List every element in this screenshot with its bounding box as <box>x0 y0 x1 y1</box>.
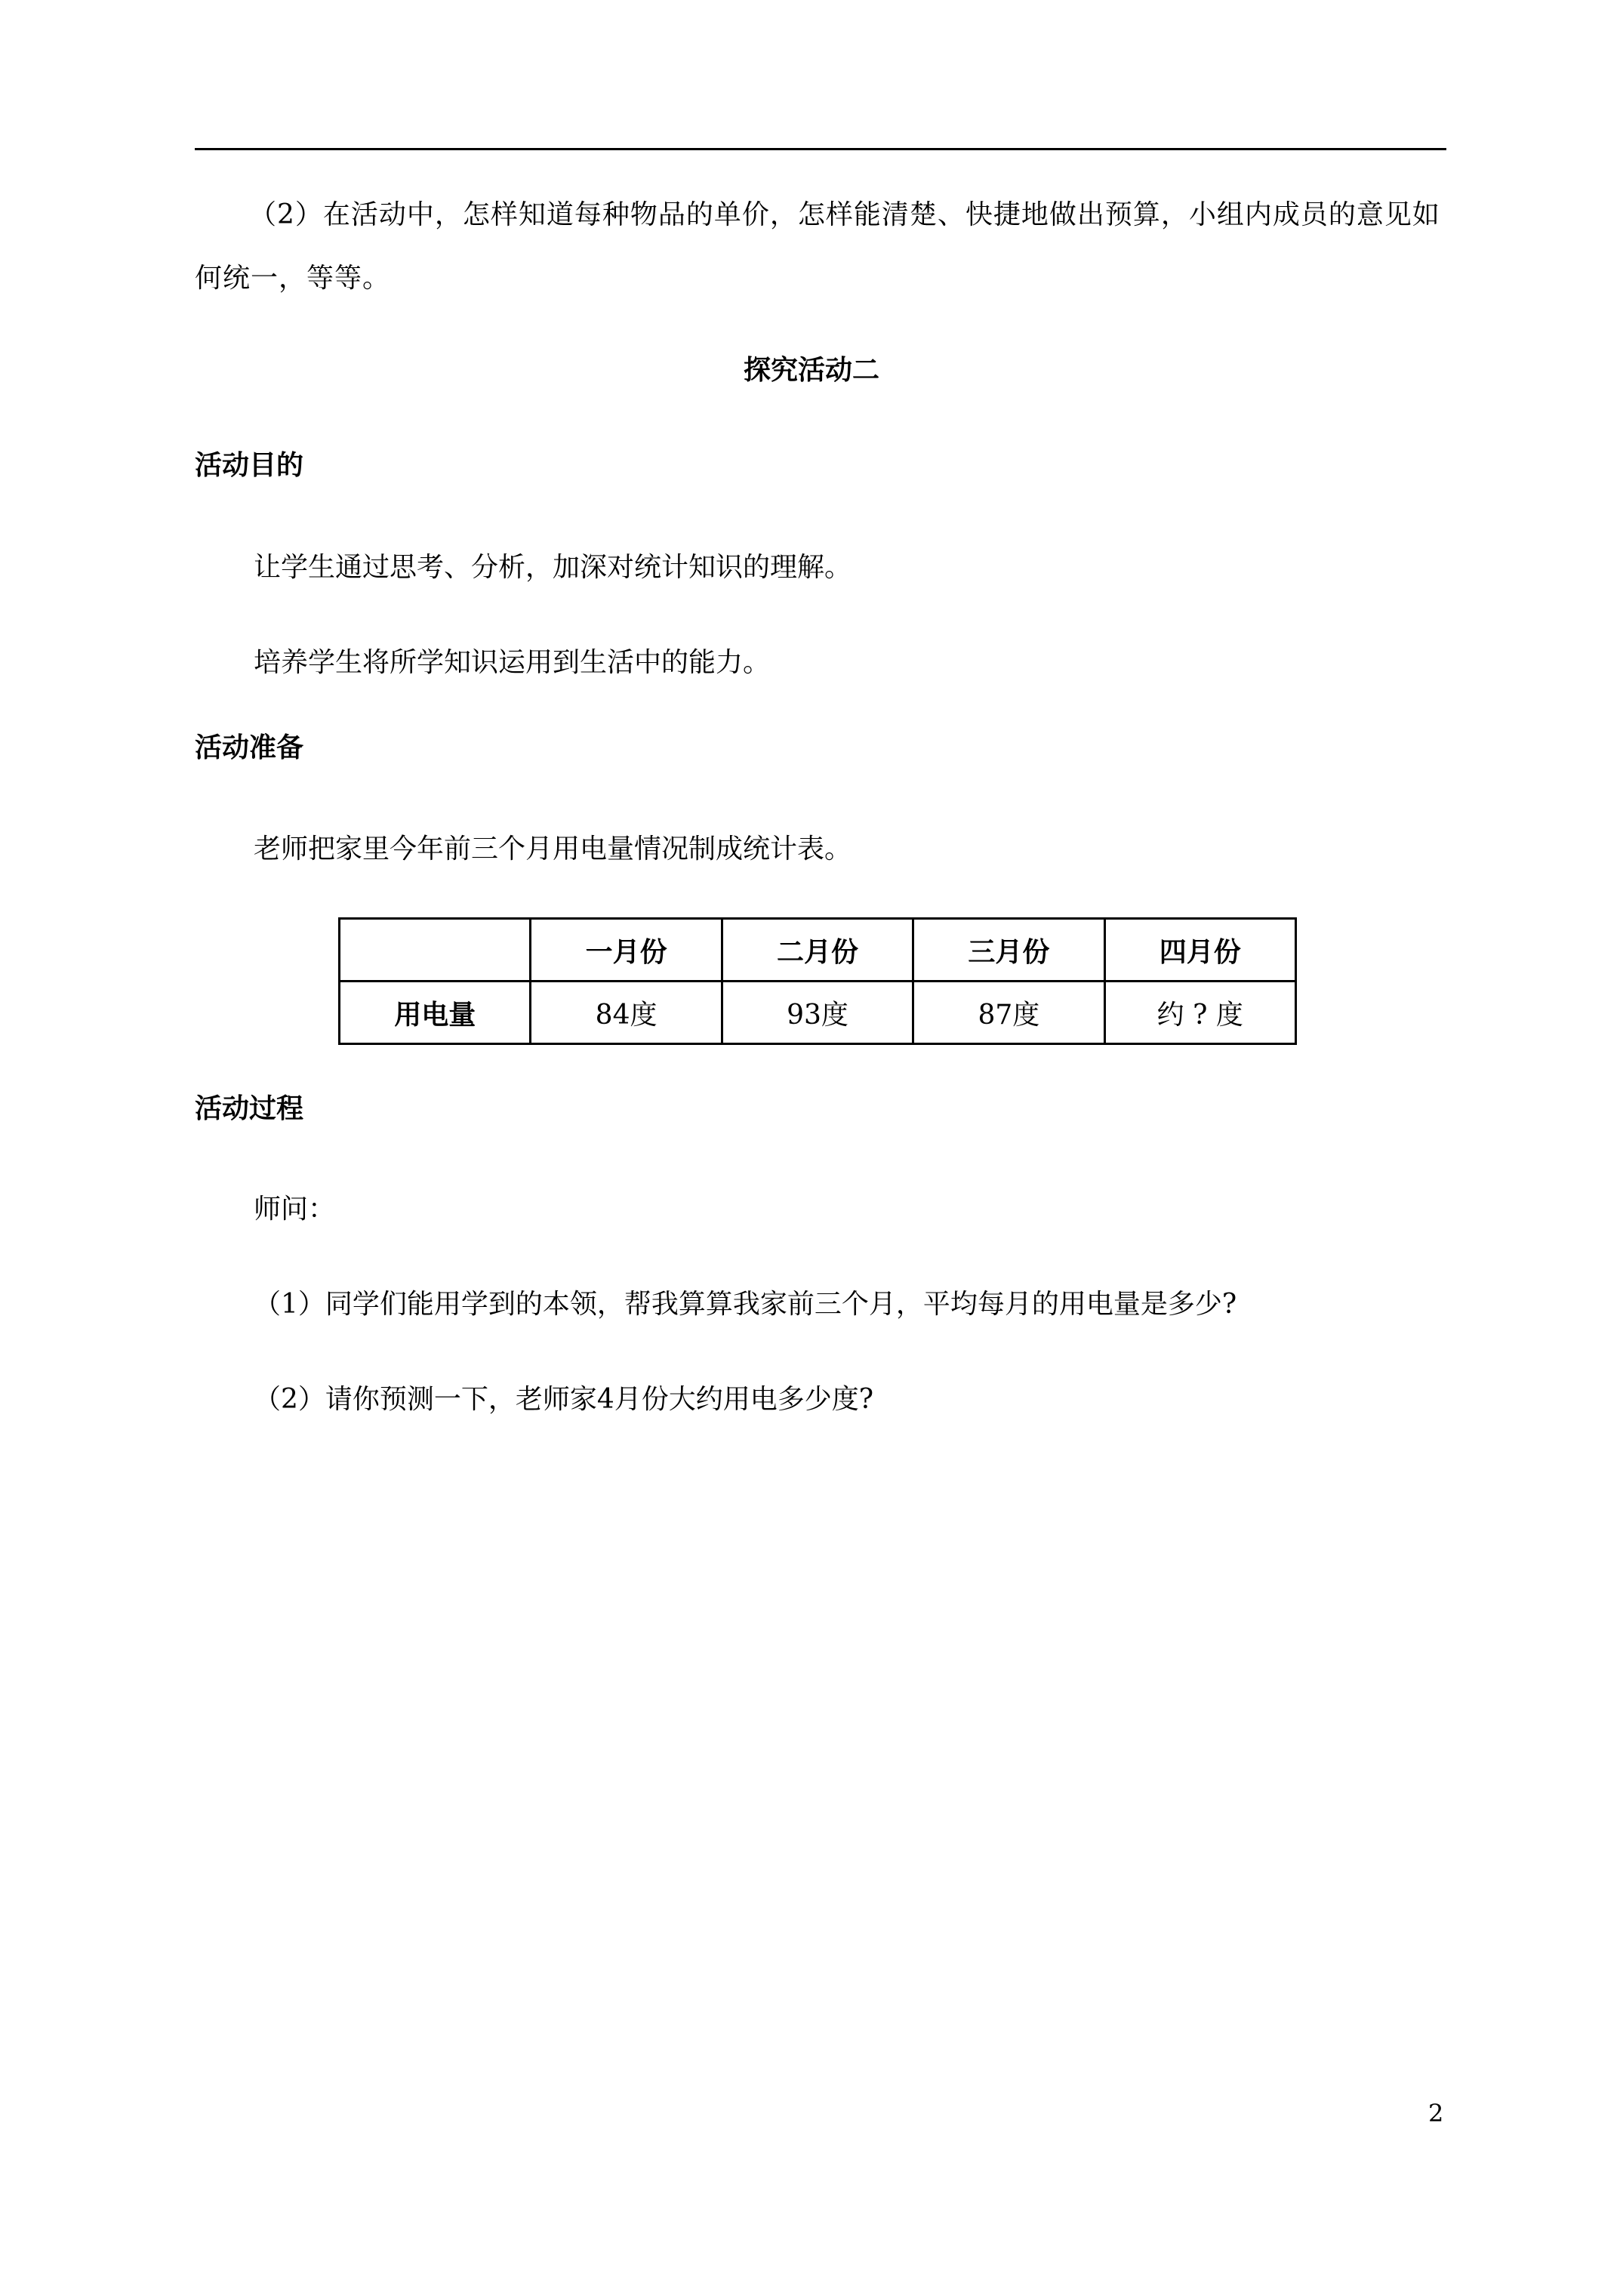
table-header-cell: 一月份 <box>531 919 722 982</box>
process-question-2: （2）请你预测一下，老师家4月份大约用电多少度? <box>254 1384 874 1415</box>
heading-prep: 活动准备 <box>195 732 304 763</box>
table-header-cell <box>340 919 531 982</box>
purpose-item: 培养学生将所学知识运用到生活中的能力。 <box>254 647 771 678</box>
heading-process: 活动过程 <box>195 1093 304 1124</box>
table-row-label: 用电量 <box>340 982 531 1044</box>
purpose-item: 让学生通过思考、分析，加深对统计知识的理解。 <box>254 552 852 583</box>
table-header-cell: 二月份 <box>722 919 913 982</box>
heading-purpose: 活动目的 <box>195 449 304 481</box>
table-header-cell: 三月份 <box>913 919 1104 982</box>
process-intro: 师问： <box>254 1194 336 1225</box>
table-cell: 约 ? 度 <box>1104 982 1295 1044</box>
paragraph-activity-notes: （2）在活动中，怎样知道每种物品的单价，怎样能清楚、快捷地做出预算，小组内成员的意见如何统一，等等。 <box>195 199 1440 294</box>
table-header-row <box>340 919 1296 982</box>
process-question-1: （1）同学们能用学到的本领，帮我算算我家前三个月，平均每月的用电量是多少? <box>254 1289 1237 1320</box>
prep-text: 老师把家里今年前三个月用电量情况制成统计表。 <box>254 834 852 864</box>
electricity-usage-table <box>338 917 1297 1045</box>
header-rule <box>195 148 1446 150</box>
table-cell: 93度 <box>722 982 913 1044</box>
table-header-cell: 四月份 <box>1104 919 1295 982</box>
page-number: 2 <box>1428 2099 1444 2128</box>
table-row <box>340 982 1296 1044</box>
section-title: 探究活动二 <box>743 354 879 386</box>
table-cell: 87度 <box>913 982 1104 1044</box>
table-cell: 84度 <box>531 982 722 1044</box>
